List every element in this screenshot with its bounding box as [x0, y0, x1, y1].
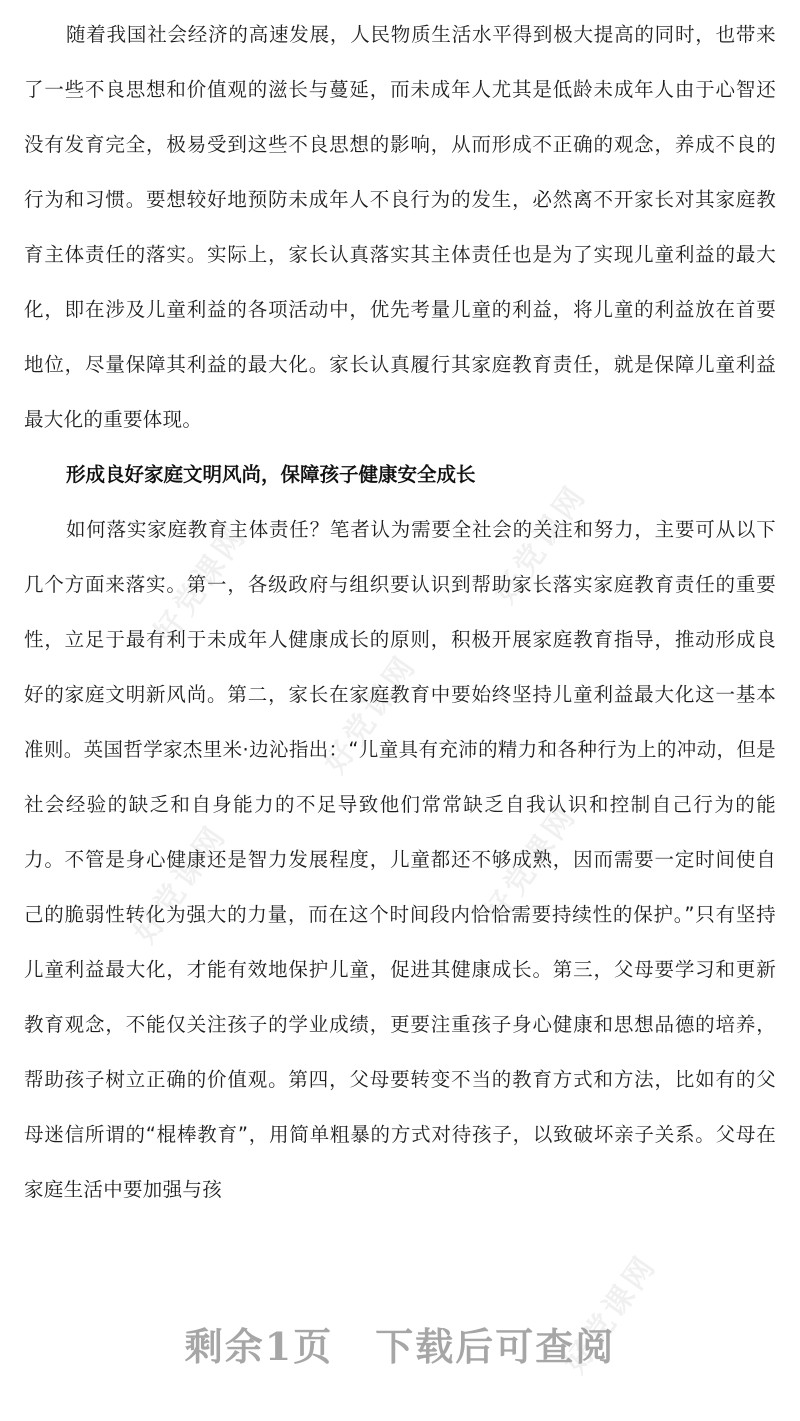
document-page — [24, 7, 776, 1217]
download-to-read-banner[interactable] — [0, 1316, 800, 1371]
download-prompt-label[interactable]: 下载后可查阅 — [375, 1324, 616, 1369]
body-paragraph: 如何落实家庭教育主体责任？笔者认为需要全社会的关注和努力，主要可从以下几个方面来落实。第一，各级政府与组织要认识到帮助家长落实家庭教育责任的重要性，立足于最有利于未成年人健康成长的原则，积极开展家庭教育指导，推动形成良好的家庭文明新风尚。第二，家长在家庭教育中要始终坚持儿童利益最大化这一基本准则。英国哲学家杰里米·边沁指出：“儿童具有充沛的精力和各种行为上的冲动，但是社会经验的缺乏和自身能力的不足导致他们常常缺乏自我认识和控制自己行为的能力。不管是身心健康还是智力发展程度，儿童都还不够成熟，因而需要一定时间使自己的脆弱性转化为强大的力量，而在这个时间段内恰恰需要持续性的保护。”只有坚持儿童利益最大化，才能有效地保护儿童，促进其健康成长。第三，父母要学习和更新教育观念，不能仅关注孩子的学业成绩，更要注重孩子身心健康和思想品德的培养，帮助孩子树立正确的价值观。第四，父母要转变不当的教育方式和方法，比如有的父母迷信所谓的“棍棒教育”，用简单粗暴的方式对待孩子，以致破坏亲子关系。父母在家庭生活中要加强与孩 — [24, 518, 776, 1201]
watermark-text: 好党课网 — [317, 648, 425, 780]
remaining-pages-label: 剩余1页 — [184, 1324, 334, 1369]
body-paragraph: 随着我国社会经济的高速发展，人民物质生活水平得到极大提高的同时，也带来了一些不良思想和价值观的滋长与蔓延，而未成年人尤其是低龄未成年人由于心智还没有发育完全，极易受到这些不良思想的影响，从而形成不正确的观念，养成不良的行为和习惯。要想较好地预防未成年人不良行为的发生，必然离不开家长对其家庭教育主体责任的落实。实际上，家长认真落实其主体责任也是为了实现儿童利益的最大化，即在涉及儿童利益的各项活动中，优先考量儿童的利益，将儿童的利益放在首要地位，尽量保障其利益的最大化。家长认真履行其家庭教育责任，就是保障儿童利益最大化的重要体现。 — [24, 23, 776, 431]
section-heading: 形成良好家庭文明风尚，保障孩子健康安全成长 — [66, 463, 476, 486]
watermark-text: 好党课网 — [147, 518, 255, 650]
watermark-text: 好党课网 — [487, 478, 595, 610]
watermark-text: 好党课网 — [557, 1248, 665, 1380]
watermark-text: 好党课网 — [127, 818, 235, 950]
watermark-text: 好党课网 — [477, 798, 585, 930]
